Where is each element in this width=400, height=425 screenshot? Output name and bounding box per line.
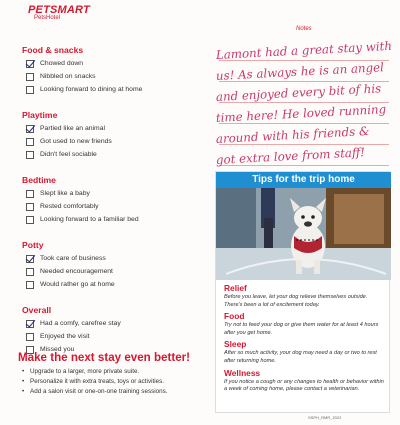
form-code: SSPH_RMR_2022 [308,415,342,420]
checklist-section [22,304,212,356]
tip-title: Wellness [224,367,261,378]
handwritten-line: got extra love from staff! [215,145,366,167]
section-title: Playtime [22,110,58,120]
checklist-item[interactable] [22,70,212,83]
checkbox[interactable] [26,73,34,81]
checklist-item-label: Rested comfortably [40,203,99,210]
checked-checkbox[interactable] [26,320,34,328]
handwritten-line: Lamont had a great stay with [215,38,393,62]
checklist-item-label: Would rather go at home [40,281,115,288]
checkbox[interactable] [26,268,34,276]
checkbox[interactable] [26,138,34,146]
checklist-item[interactable] [22,122,212,135]
petsmart-logo [28,4,90,21]
handwritten-line: us! As always he is an angel [215,60,385,83]
logo-sub: PetsHotel [34,15,61,21]
checklist-item[interactable] [22,330,212,343]
checklist-item-label: Missed you [40,346,75,353]
next-stay-heading: Make the next stay even better! [18,351,191,364]
checklist-item[interactable] [22,317,212,330]
handwritten-note [215,38,396,171]
checklist-item-label: Enjoyed the visit [40,333,90,340]
checklist-item-label: Partied like an animal [40,125,105,132]
checklist-section [22,239,212,291]
stay-checklist [22,44,212,356]
checklist-item[interactable] [22,148,212,161]
checklist-section [22,174,212,226]
checklist-item-label: Looking forward to a familiar bed [40,216,139,223]
tip-text: Before you leave, let your dog relieve themselves outside. There's been a lot of excitement today. [224,294,368,308]
tip-title: Relief [224,283,247,293]
checklist-item-label: Needed encouragement [40,268,113,275]
checklist-item[interactable] [22,135,212,148]
tip-text: If you notice a cough or any changes to health or behavior within a week of coming home, please contact a veterinarian. [224,378,384,393]
tip-title: Sleep [224,339,247,350]
checked-checkbox[interactable] [26,255,34,263]
dog-photo [216,188,391,280]
checklist-item[interactable] [22,83,212,96]
tip-title: Food [224,311,245,322]
next-stay-bullet: • Add a salon visit or one-on-one training sessions. [22,387,212,397]
checklist-item-label: Looking forward to dining at home [40,86,143,93]
checkbox[interactable] [26,203,34,211]
checklist-item-label: Didn't feel sociable [40,151,97,158]
checklist-item-label: Took care of business [40,255,106,262]
checkbox[interactable] [26,281,34,289]
checklist-section [22,109,212,161]
checklist-section [22,44,212,96]
section-title: Food & snacks [22,45,84,55]
section-title: Overall [22,305,52,315]
checked-checkbox[interactable] [26,60,34,68]
tip-text: Try not to feed your dog or give them water for at least 4 hours after you get home. [224,322,379,336]
checklist-item-label: Chowed down [40,60,84,67]
tips-list [224,283,386,396]
notes-heading: Notes [296,26,312,32]
checklist-item[interactable] [22,265,212,278]
handwritten-line: and enjoyed every bit of his [215,81,382,104]
checkbox[interactable] [26,216,34,224]
checkbox[interactable] [26,333,34,341]
checklist-item[interactable] [22,57,212,70]
checklist-item[interactable] [22,278,212,291]
handwritten-line: around with his friends & [215,123,370,146]
checklist-item[interactable] [22,187,212,200]
checklist-item[interactable] [22,200,212,213]
checked-checkbox[interactable] [26,125,34,133]
tip-text: After so much activity, your dog may need a day or two to rest after returning home. [224,350,377,364]
tips-panel [215,171,390,413]
checkbox[interactable] [26,151,34,159]
checklist-item[interactable] [22,252,212,265]
next-stay-bullet: • Upgrade to a larger, more private suite. [22,367,212,377]
tips-heading: Tips for the trip home [216,172,391,188]
checkbox[interactable] [26,86,34,94]
next-stay-bullet: • Personalize it with extra treats, toys or activities. [22,377,212,387]
section-title: Potty [22,240,44,250]
checklist-item-label: Got used to new friends [40,138,112,145]
section-title: Bedtime [22,175,56,185]
checklist-item[interactable] [22,213,212,226]
checkbox[interactable] [26,190,34,198]
next-stay-bullets [22,367,212,397]
dog-photo-illustration [216,188,391,280]
checklist-item-label: Had a comfy, carefree stay [40,320,121,327]
checklist-item-label: Slept like a baby [40,190,90,197]
checklist-item-label: Nibbled on snacks [40,73,96,80]
logo-brand: PETSMART [28,4,90,16]
handwritten-line: time here! He loved running [215,102,387,125]
